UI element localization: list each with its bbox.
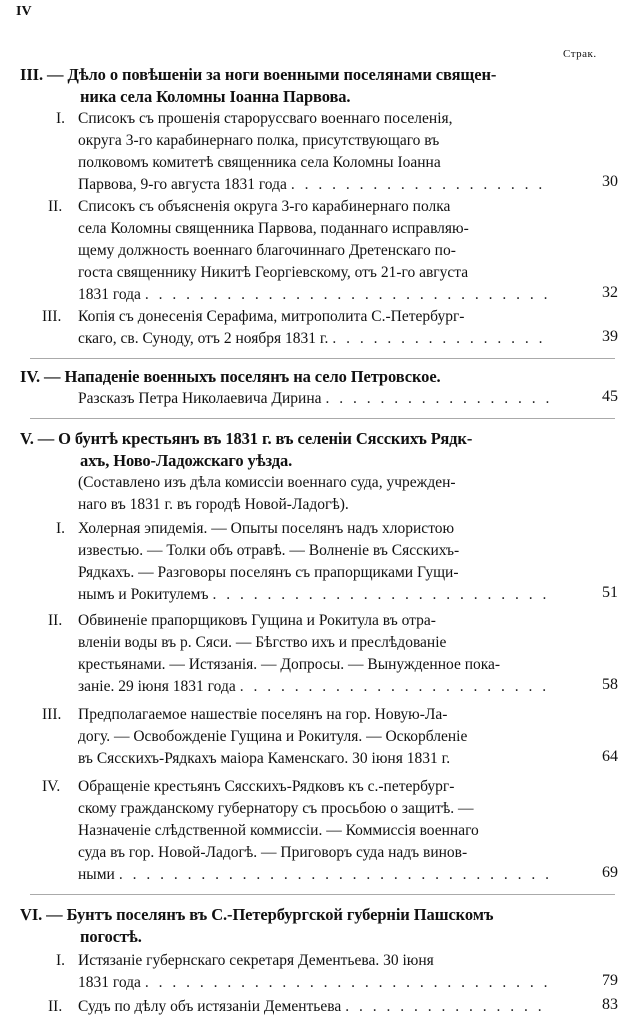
entry-line: Обращеніе крестьянъ Сясскихъ-Рядковъ къ с.-петербург- [78,778,455,795]
entry-line: Обвиненіе прапорщиковъ Гущина и Рокитула въ отра- [78,612,436,629]
page-ref: 58 [602,676,618,693]
toc-entry[interactable] [78,388,556,410]
toc-entry[interactable] [56,950,556,994]
page-ref: 69 [602,864,618,881]
page-ref: 45 [602,388,618,405]
entry-line: Списокъ съ объясненія округа 3-го карабинернаго полка [78,198,451,215]
entry-number: II. [48,998,63,1015]
entry-line: догу. — Освобожденіе Гущина и Рокитуля. — Оскорбленіе [78,728,468,745]
section-title-line: Нападеніе военныхъ поселянъ на село Петровское. [64,367,441,386]
divider [30,358,615,359]
leader-dots [212,584,552,606]
entry-line: Холерная эпидемія. — Опыты поселянъ надъ хлористою [78,520,455,537]
leader-dots [291,174,552,196]
note-line: (Составлено изъ дѣла комиссіи военнаго суда, учрежден- [78,474,456,491]
section-heading [20,904,493,948]
section-roman: IV. — [20,367,61,386]
entry-line: суда въ гор. Новой-Ладогѣ. — Приговоръ суда надъ винов- [78,844,468,861]
entry-last-line: ными [78,866,115,883]
page-ref: 83 [602,996,618,1013]
page-ref: 30 [602,173,618,190]
toc-entry[interactable] [56,108,556,196]
leader-dots [145,284,552,306]
page-ref: 64 [602,748,618,765]
leader-dots [345,996,552,1018]
entry-last-line: 1831 года [78,974,141,991]
entry-line: полковомъ комитетѣ священника села Коломны Iоанна [78,154,441,171]
entry-number: IV. [42,778,61,795]
section-title-line: О бунтѣ крестьянъ въ 1831 г. въ селеніи Сясскихъ Рядк- [58,429,473,448]
page-ref: 39 [602,328,618,345]
entry-number: III. [42,706,62,723]
leader-dots [145,972,552,994]
entry-number: II. [48,198,63,215]
entry-last-line: Разсказъ Петра Николаевича Дирина [78,390,322,407]
toc-entry[interactable] [42,704,556,770]
entry-line: округа 3-го карабинернаго полка, присутствующаго въ [78,132,440,149]
toc-entry[interactable] [42,306,556,350]
entry-line: Списокъ съ прошенiя староруссваго военнаго поселенія, [78,110,453,127]
entry-last-line: 1831 года [78,286,141,303]
leader-dots [119,864,552,886]
section-note [78,472,556,516]
entry-number: II. [48,612,63,629]
section-roman: III. — [20,65,64,84]
leader-dots [240,676,552,698]
section-title-line: погостѣ. [80,927,142,946]
entry-number: I. [56,520,66,537]
page-ref: 32 [602,284,618,301]
toc-entry[interactable] [56,518,556,606]
entry-line: Копія съ донесенія Серафима, митрополита С.-Петербург- [78,308,465,325]
leader-dots [332,328,552,350]
entry-line: известью. — Толки объ отравѣ. — Волненіе въ Сясскихъ- [78,542,460,559]
section-roman: VI. — [20,905,63,924]
entry-last-line: Судъ по дѣлу объ истязаніи Дементьева [78,998,342,1015]
entry-number: III. [42,308,62,325]
divider [30,418,615,419]
section-title-line: Дѣло о повѣшенiи за ноги военными поселянами священ- [67,65,497,84]
entry-line: Рядкахъ. — Разговоры поселянъ съ прапорщиками Гущи- [78,564,459,581]
entry-line: села Коломны священника Парвова, поданнаго исправляю- [78,220,469,237]
entry-last-line: скаго, св. Суноду, отъ 2 ноября 1831 г. [78,330,329,347]
entry-line: крестьянами. — Истязанія. — Допросы. — Вынужденное пока- [78,656,501,673]
entry-line: Предполагаемое нашествіе поселянъ на гор. Новую-Ла- [78,706,448,723]
page-column-label: Страк. [563,48,597,60]
entry-line: Назначеніе слѣдственной коммиссіи. — Коммиссія военнаго [78,822,479,839]
section-heading [20,366,441,388]
toc-entry[interactable] [48,196,556,306]
toc-entry[interactable] [48,996,556,1018]
entry-last-line: нымъ и Рокитулемъ [78,586,209,603]
entry-line: Истязаніе губернскаго секретаря Дементьева. 30 іюня [78,952,434,969]
leader-dots [326,388,553,410]
entry-last-line: въ Сясскихъ-Рядкахъ маіора Каменскаго. 30 іюня 1831 г. [78,750,451,767]
section-heading [20,428,472,472]
page-ref: 51 [602,584,618,601]
entry-line: скому гражданскому губернатору съ просьбою о защитѣ. — [78,800,474,817]
page-ref: 79 [602,972,618,989]
toc-entry[interactable] [48,610,556,698]
entry-line: щему должность военнаго благочиннаго Дретенскаго по- [78,242,456,259]
section-title-line: ника села Коломны Iоанна Парвова. [80,87,351,106]
entry-line: вленіи воды въ р. Сяси. — Бѣгство ихъ и преслѣдованіе [78,634,447,651]
section-title-line: ахъ, Ново-Ладожскаго уѣзда. [80,451,293,470]
section-title-line: Бунтъ поселянъ въ С.-Петербургской губерніи Пашскомъ [66,905,494,924]
note-line: наго въ 1831 г. въ городѣ Новой-Ладогѣ). [78,496,349,513]
section-heading [20,64,496,108]
entry-number: I. [56,110,66,127]
entry-last-line: Парвова, 9-го августа 1831 года [78,176,287,193]
page-number: IV [16,4,32,19]
entry-line: госта священнику Никитѣ Георгіевскому, отъ 21-го августа [78,264,469,281]
divider [30,894,615,895]
entry-last-line: заніе. 29 іюня 1831 года [78,678,236,695]
entry-number: I. [56,952,66,969]
section-roman: V. — [20,429,55,448]
toc-entry[interactable] [42,776,556,886]
